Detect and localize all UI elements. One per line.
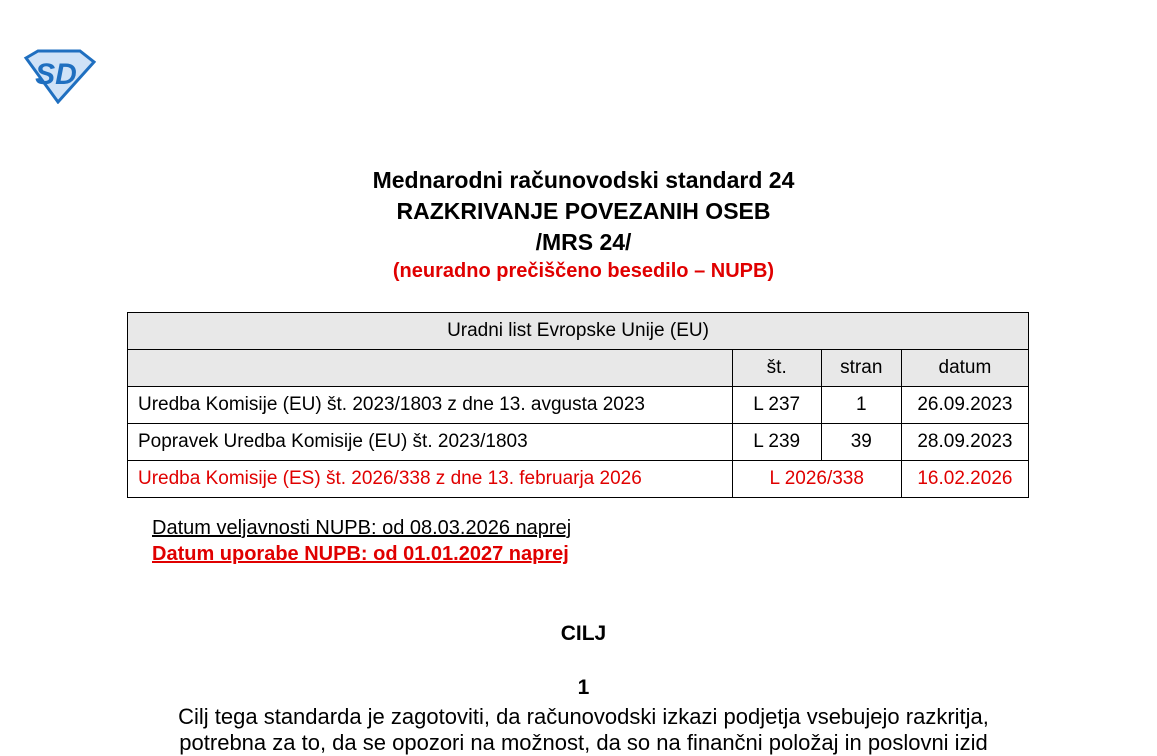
title-line-4: (neuradno prečiščeno besedilo – NUPB) xyxy=(392,260,775,282)
section-heading: CILJ xyxy=(560,622,607,645)
table-caption: Uradni list Evropske Unije (EU) xyxy=(128,313,1029,350)
header-datum: datum xyxy=(901,350,1028,387)
table-row: Uredba Komisije (ES) št. 2026/338 z dne 13. februarja 2026 L 2026/338 16.02.2026 xyxy=(128,461,1029,498)
title-line-1: Mednarodni računovodski standard 24 xyxy=(372,167,795,193)
logo xyxy=(22,48,96,104)
paragraph-line-2: potrebna za to, da se opozori na možnost, da so na finančni položaj in poslovni izid xyxy=(179,730,988,755)
validity-date: Datum veljavnosti NUPB: od 08.03.2026 naprej xyxy=(152,517,572,539)
paragraph-line-1: Cilj tega standarda je zagotoviti, da računovodski izkazi podjetja vsebujejo razkritja, xyxy=(178,704,989,729)
usage-date: Datum uporabe NUPB: od 01.01.2027 naprej xyxy=(152,543,569,565)
table-row: Popravek Uredba Komisije (EU) št. 2023/1803 L 239 39 28.09.2023 xyxy=(128,424,1029,461)
table-row: Uredba Komisije (EU) št. 2023/1803 z dne 13. avgusta 2023 L 237 1 26.09.2023 xyxy=(128,387,1029,424)
header-stran: stran xyxy=(821,350,901,387)
svg-text:SD: SD xyxy=(35,58,77,91)
header-st: št. xyxy=(732,350,821,387)
title-line-2: RAZKRIVANJE POVEZANIH OSEB xyxy=(396,198,771,224)
title-line-3: /MRS 24/ xyxy=(535,229,632,255)
paragraph-number: 1 xyxy=(577,676,590,699)
official-journal-table xyxy=(127,312,1029,498)
